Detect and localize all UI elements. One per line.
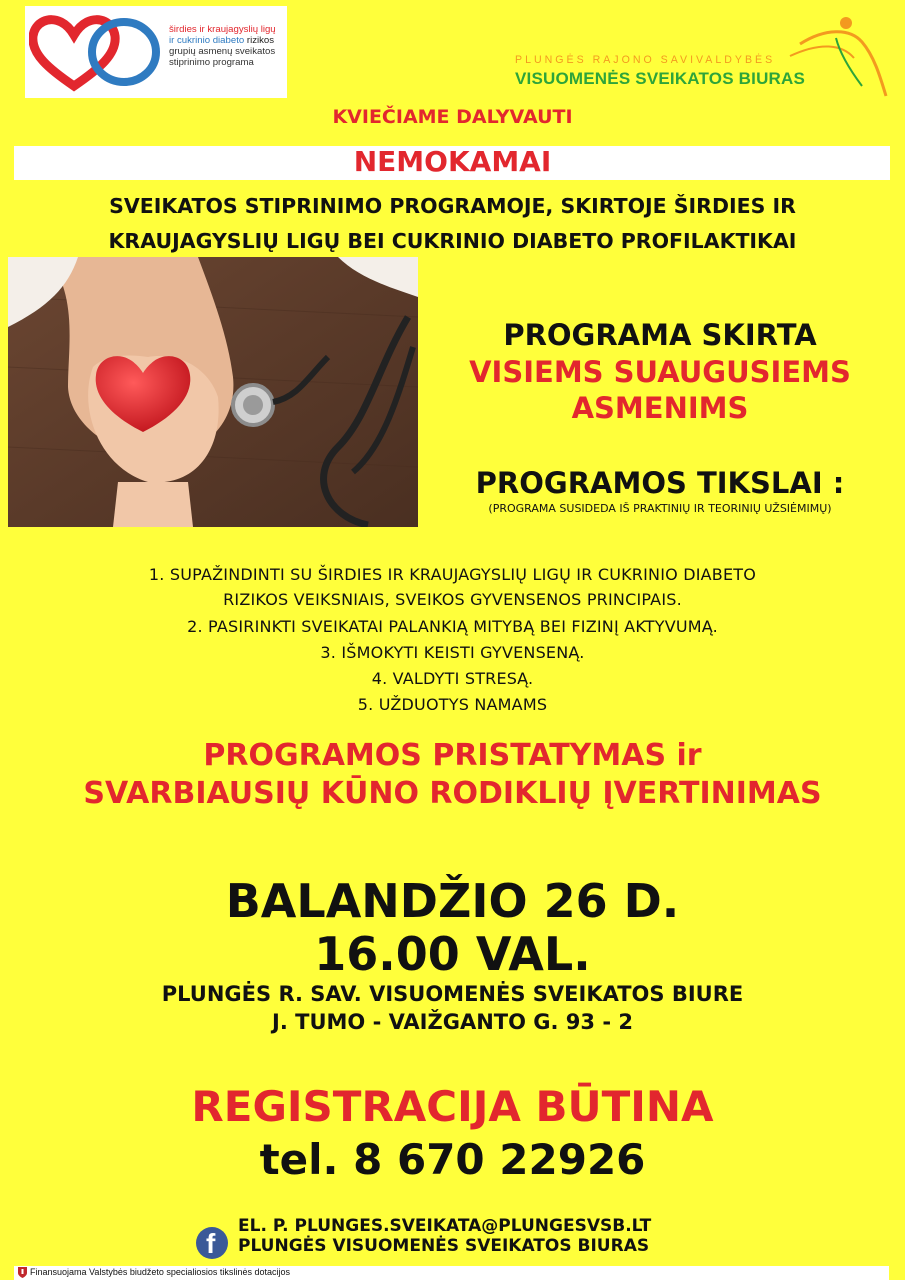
funding-footer <box>14 1266 889 1280</box>
presentation-line-2: SVARBIAUSIŲ KŪNO RODIKLIŲ ĮVERTINIMAS <box>83 776 822 811</box>
program-title-line-1: SVEIKATOS STIPRINIMO PROGRAMOJE, SKIRTOJE ŠIRDIES IR <box>109 194 796 218</box>
free-label: NEMOKAMAI <box>353 145 552 178</box>
goal-line-1: 1. SUPAŽINDINTI SU ŠIRDIES IR KRAUJAGYSLIŲ LIGŲ IR CUKRINIO DIABETO <box>148 565 757 584</box>
facebook-icon[interactable]: f <box>196 1227 228 1259</box>
event-place-1: PLUNGĖS R. SAV. VISUOMENĖS SVEIKATOS BIURE <box>161 982 744 1006</box>
contact-email[interactable]: EL. P. PLUNGES.SVEIKATA@PLUNGESVSB.LT <box>238 1216 652 1236</box>
logo-line-3: grupių asmenų sveikatos <box>169 46 276 57</box>
bureau-name: VISUOMENĖS SVEIKATOS BIURAS <box>515 69 806 88</box>
contact-facebook[interactable]: PLUNGĖS VISUOMENĖS SVEIKATOS BIURAS <box>238 1236 650 1256</box>
hands-heart-photo <box>8 257 418 527</box>
logo-line-1: širdies ir kraujagyslių ligų <box>169 24 276 35</box>
event-place-2: J. TUMO - VAIŽGANTO G. 93 - 2 <box>272 1010 633 1034</box>
event-date: BALANDŽIO 26 D. <box>225 874 680 928</box>
funding-text: Finansuojama Valstybės biudžeto specialiosios tikslinės dotacijos <box>30 1267 290 1277</box>
coat-of-arms-icon <box>18 1267 27 1278</box>
goal-line-5: 4. VALDYTI STRESĄ. <box>371 669 534 688</box>
program-for-audience-2: ASMENIMS <box>571 391 749 425</box>
program-for-audience-1: VISIEMS SUAUGUSIEMS <box>469 355 851 389</box>
program-title-line-2: KRAUJAGYSLIŲ LIGŲ BEI CUKRINIO DIABETO PROFILAKTIKAI <box>108 229 797 253</box>
invite-heading: KVIEČIAME DALYVAUTI <box>332 106 573 128</box>
logo-line-4: stiprinimo programa <box>169 57 254 68</box>
goal-line-3: 2. PASIRINKTI SVEIKATAI PALANKIĄ MITYBĄ BEI FIZINĮ AKTYVUMĄ. <box>187 617 718 636</box>
goal-line-6: 5. UŽDUOTYS NAMAMS <box>357 695 548 714</box>
program-logo <box>25 6 287 98</box>
program-for-label: PROGRAMA SKIRTA <box>503 318 817 352</box>
program-goals-note: (PROGRAMA SUSIDEDA IŠ PRAKTINIŲ IR TEORINIŲ UŽSIĖMIMŲ) <box>488 502 832 515</box>
presentation-line-1: PROGRAMOS PRISTATYMAS ir <box>203 738 702 773</box>
registration-phone: tel. 8 670 22926 <box>259 1135 646 1184</box>
logo-line-2: ir cukrinio diabeto rizikos <box>169 35 275 46</box>
goal-line-2: RIZIKOS VEIKSNIAIS, SVEIKOS GYVENSENOS PRINCIPAIS. <box>223 590 682 609</box>
program-goals-label: PROGRAMOS TIKSLAI : <box>475 466 845 500</box>
goal-line-4: 3. IŠMOKYTI KEISTI GYVENSENĄ. <box>320 643 585 662</box>
registration-label: REGISTRACIJA BŪTINA <box>191 1082 714 1131</box>
heart-rings-icon <box>29 14 169 92</box>
bureau-subtitle: PLUNGĖS RAJONO SAVIVALDYBĖS <box>515 54 776 66</box>
event-time: 16.00 VAL. <box>314 927 591 981</box>
runner-swoosh-icon <box>780 14 890 104</box>
